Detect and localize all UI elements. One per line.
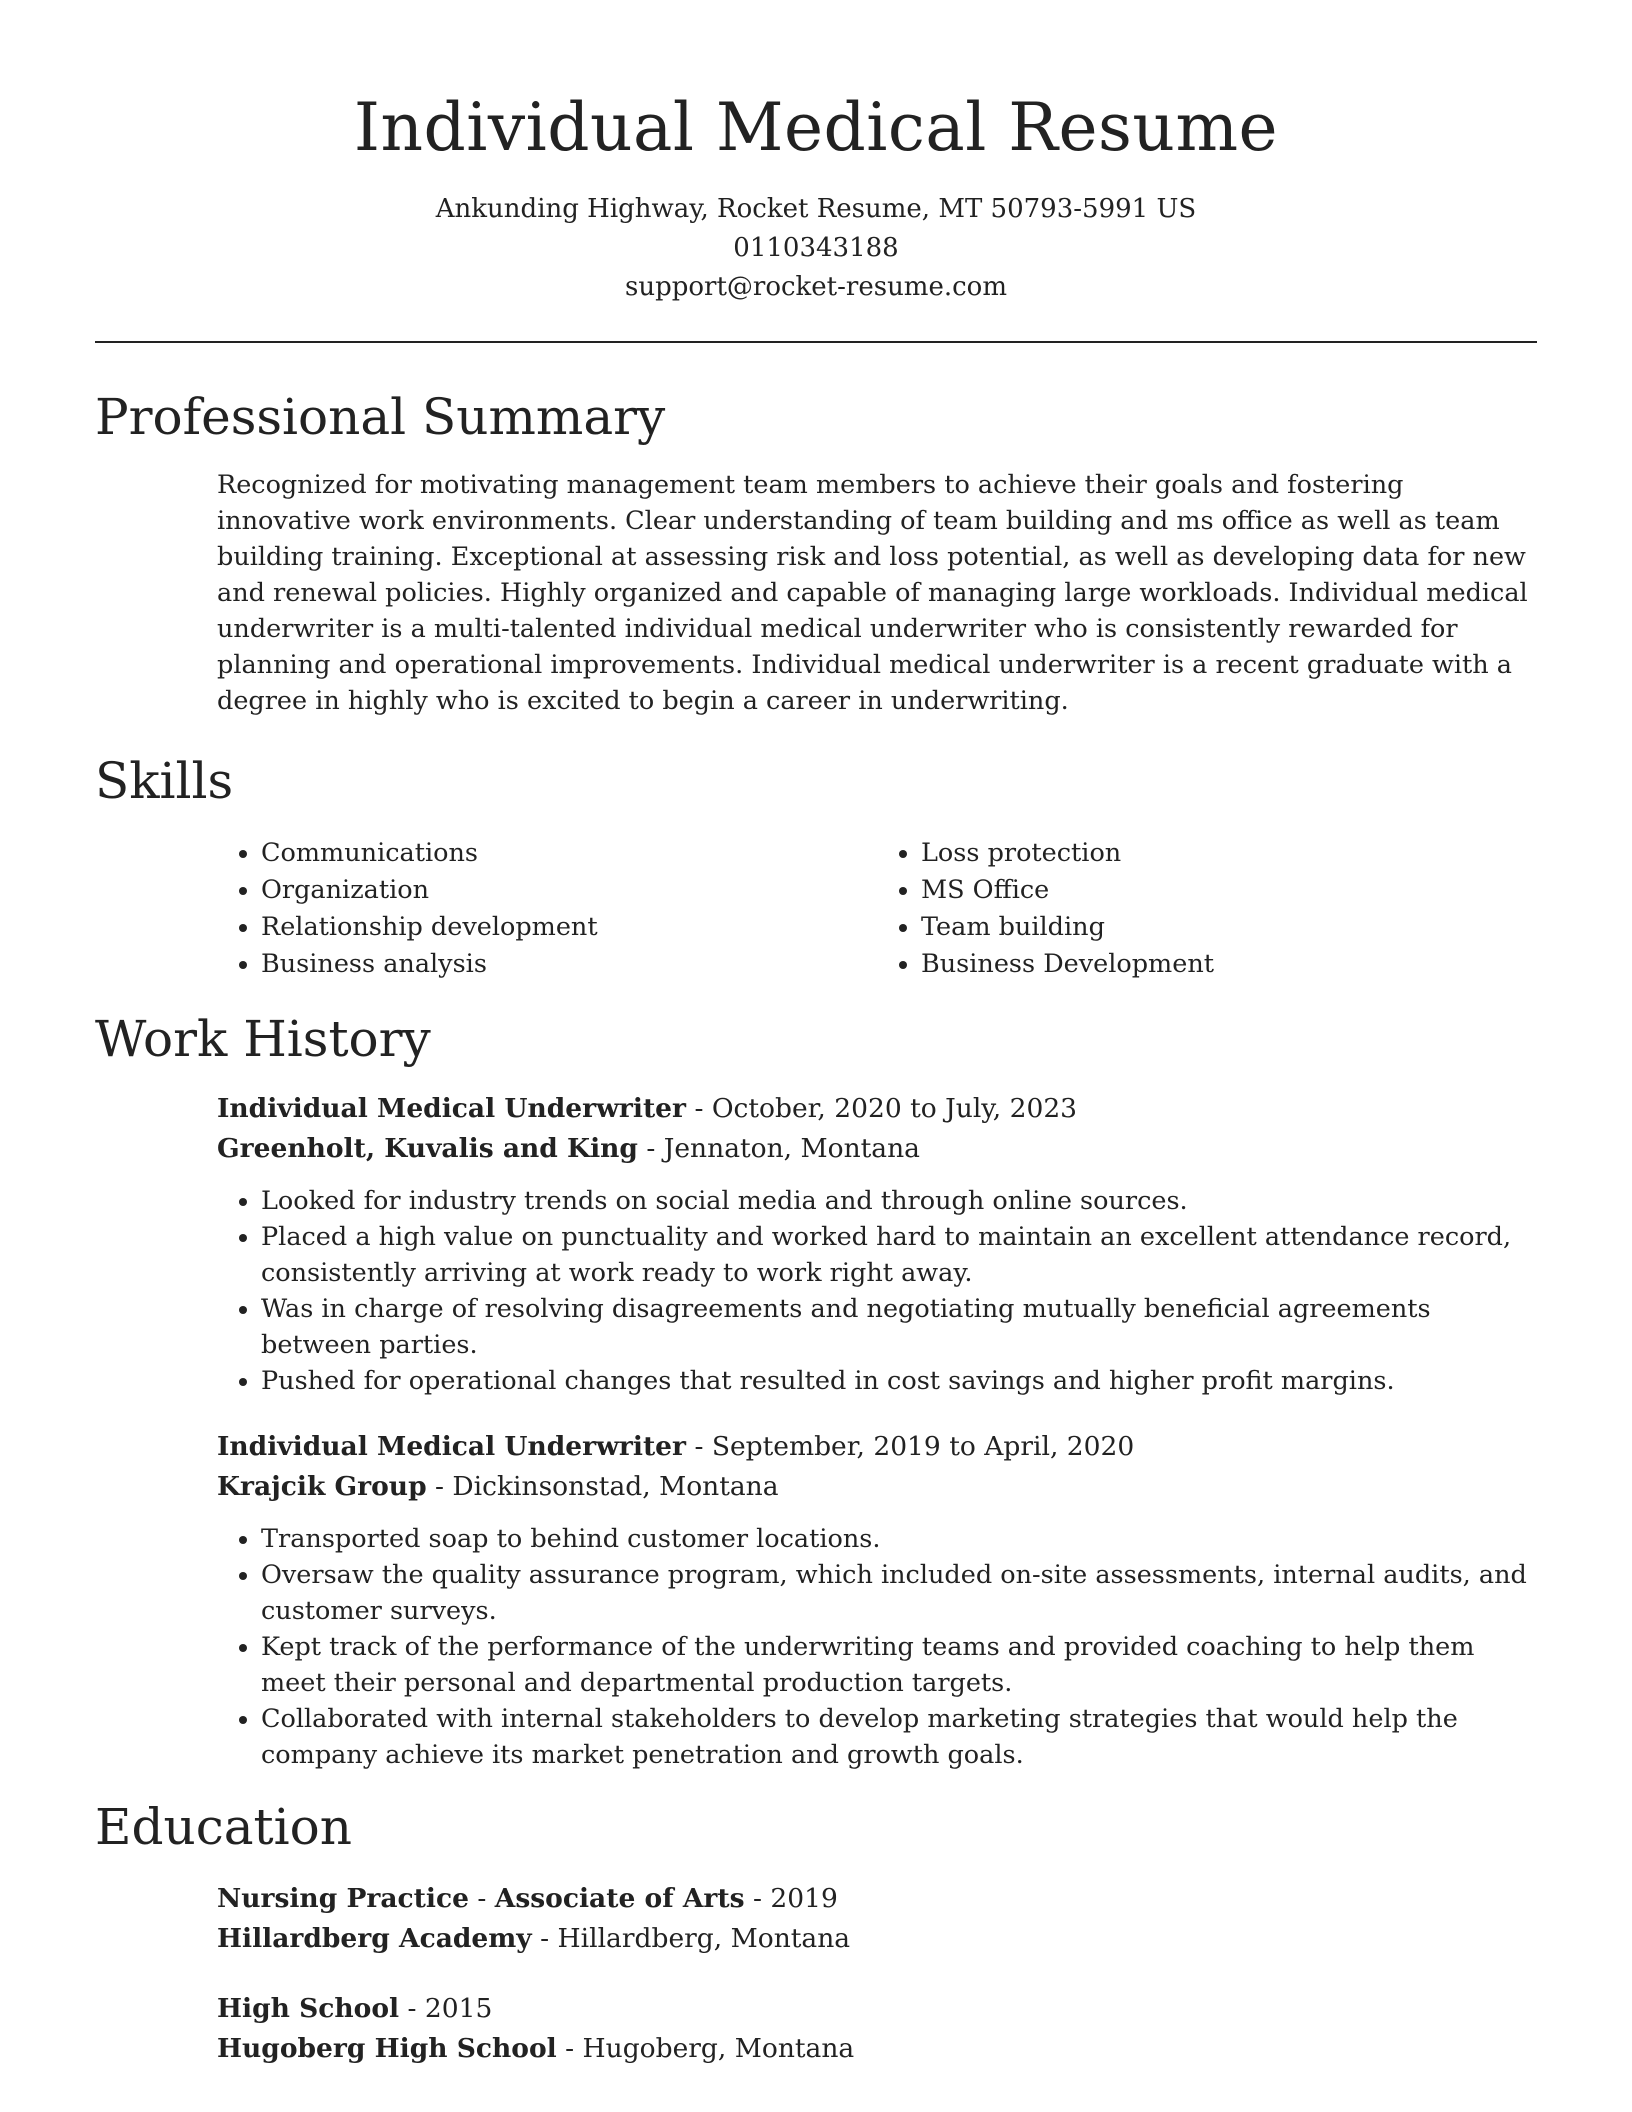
job-role: Individual Medical Underwriter xyxy=(217,1093,687,1124)
education-school-line xyxy=(217,2029,1537,2069)
job-bullet: • Pushed for operational changes that resulted in cost savings and higher profit margins. xyxy=(261,1363,1537,1399)
skill-item: • Team building xyxy=(921,909,1537,946)
job-bullet: • Was in charge of resolving disagreements and negotiating mutually beneficial agreements between parties. xyxy=(261,1291,1537,1363)
separator: - xyxy=(531,1923,558,1954)
job-location: Dickinsonstad, Montana xyxy=(452,1471,779,1502)
education-program: Nursing Practice xyxy=(217,1883,469,1914)
education-program-line xyxy=(217,1989,1537,2029)
contact-address: Ankunding Highway, Rocket Resume, MT 50793-5991 US xyxy=(435,194,1197,224)
job-bullet: • Kept track of the performance of the underwriting teams and provided coaching to help them meet their personal and departmental production targets. xyxy=(261,1629,1537,1701)
contact-phone: 0110343188 xyxy=(733,233,899,263)
education-program-line xyxy=(217,1879,1537,1919)
education-heading: Education xyxy=(95,1798,352,1856)
summary-heading: Professional Summary xyxy=(95,388,666,446)
skill-item: • Business analysis xyxy=(261,946,877,983)
separator: - xyxy=(426,1471,453,1502)
education-location: Hillardberg, Montana xyxy=(557,1923,851,1954)
job-company-line xyxy=(217,1467,1537,1507)
separator: - xyxy=(744,1883,771,1914)
job-company: Krajcik Group xyxy=(217,1471,427,1502)
education-school: Hugoberg High School xyxy=(217,2033,557,2064)
education-school-line xyxy=(217,1919,1537,1959)
resume-header xyxy=(95,0,1537,307)
summary-text: Recognized for motivating management team members to achieve their goals and fostering innovative work environments. Clear understanding of team building and ms office as well as team building training. Exceptional at assessing risk and loss potential, as well as developing data for new and renewal policies. Highly organized and capable of managing large workloads. Individual medical underwriter is a multi-talented individual medical underwriter who is consistently rewarded for planning and operational improvements. Individual medical underwriter is a recent graduate with a degree in highly who is excited to begin a career in underwriting. xyxy=(217,470,1528,716)
skill-item: • Communications xyxy=(261,835,877,872)
skill-item: • Loss protection xyxy=(921,835,1537,872)
contact-email: support@rocket-resume.com xyxy=(624,272,1007,302)
job-role: Individual Medical Underwriter xyxy=(217,1431,687,1462)
skill-item: • Business Development xyxy=(921,946,1537,983)
job-bullet: • Transported soap to behind customer locations. xyxy=(261,1521,1537,1557)
job-dates: October, 2020 to July, 2023 xyxy=(711,1093,1078,1124)
job-dates: September, 2019 to April, 2020 xyxy=(711,1431,1135,1462)
separator: - xyxy=(686,1093,712,1124)
job-bullet: • Placed a high value on punctuality and worked hard to maintain an excellent attendance record, consistently arriving at work ready to work right away. xyxy=(261,1219,1537,1291)
education-year: 2019 xyxy=(770,1883,838,1914)
job-entry xyxy=(217,1427,1537,1773)
skills-columns xyxy=(217,835,1537,983)
skills-left-list xyxy=(217,835,877,983)
skills-right-list xyxy=(877,835,1537,983)
education-program: High School xyxy=(217,1993,400,2024)
skill-item: • Organization xyxy=(261,872,877,909)
education-location: Hugoberg, Montana xyxy=(582,2033,855,2064)
skills-heading: Skills xyxy=(95,752,234,810)
separator: - xyxy=(399,1993,425,2024)
separator: - xyxy=(556,2033,583,2064)
summary-section xyxy=(95,385,1537,719)
job-bullet: • Collaborated with internal stakeholders to develop marketing strategies that would help the company achieve its market penetration and growth goals. xyxy=(261,1701,1537,1773)
education-entry xyxy=(217,1989,1537,2069)
separator: - xyxy=(637,1133,664,1164)
job-company-line xyxy=(217,1129,1537,1169)
job-bullet: • Oversaw the quality assurance program, which included on-site assessments, internal audits, and customer surveys. xyxy=(261,1557,1537,1629)
education-degree: Associate of Arts xyxy=(494,1883,745,1914)
job-bullet-list xyxy=(217,1183,1537,1399)
job-entry xyxy=(217,1089,1537,1399)
skills-section xyxy=(95,749,1537,983)
separator: - xyxy=(686,1431,712,1462)
job-bullet-list xyxy=(217,1521,1537,1773)
skill-item: • MS Office xyxy=(921,872,1537,909)
education-section xyxy=(95,1795,1537,2069)
contact-block xyxy=(95,190,1537,307)
job-company: Greenholt, Kuvalis and King xyxy=(217,1133,638,1164)
resume-title: Individual Medical Resume xyxy=(353,89,1279,166)
work-history-section xyxy=(95,1007,1537,1773)
separator: - xyxy=(468,1883,495,1914)
job-title-line xyxy=(217,1427,1537,1467)
work-history-heading: Work History xyxy=(95,1010,431,1068)
education-school: Hillardberg Academy xyxy=(217,1923,532,1954)
job-location: Jennaton, Montana xyxy=(663,1133,920,1164)
skill-item: • Relationship development xyxy=(261,909,877,946)
job-bullet: • Looked for industry trends on social media and through online sources. xyxy=(261,1183,1537,1219)
header-divider xyxy=(95,341,1537,343)
education-year: 2015 xyxy=(424,1993,493,2024)
education-entry xyxy=(217,1879,1537,1959)
job-title-line xyxy=(217,1089,1537,1129)
